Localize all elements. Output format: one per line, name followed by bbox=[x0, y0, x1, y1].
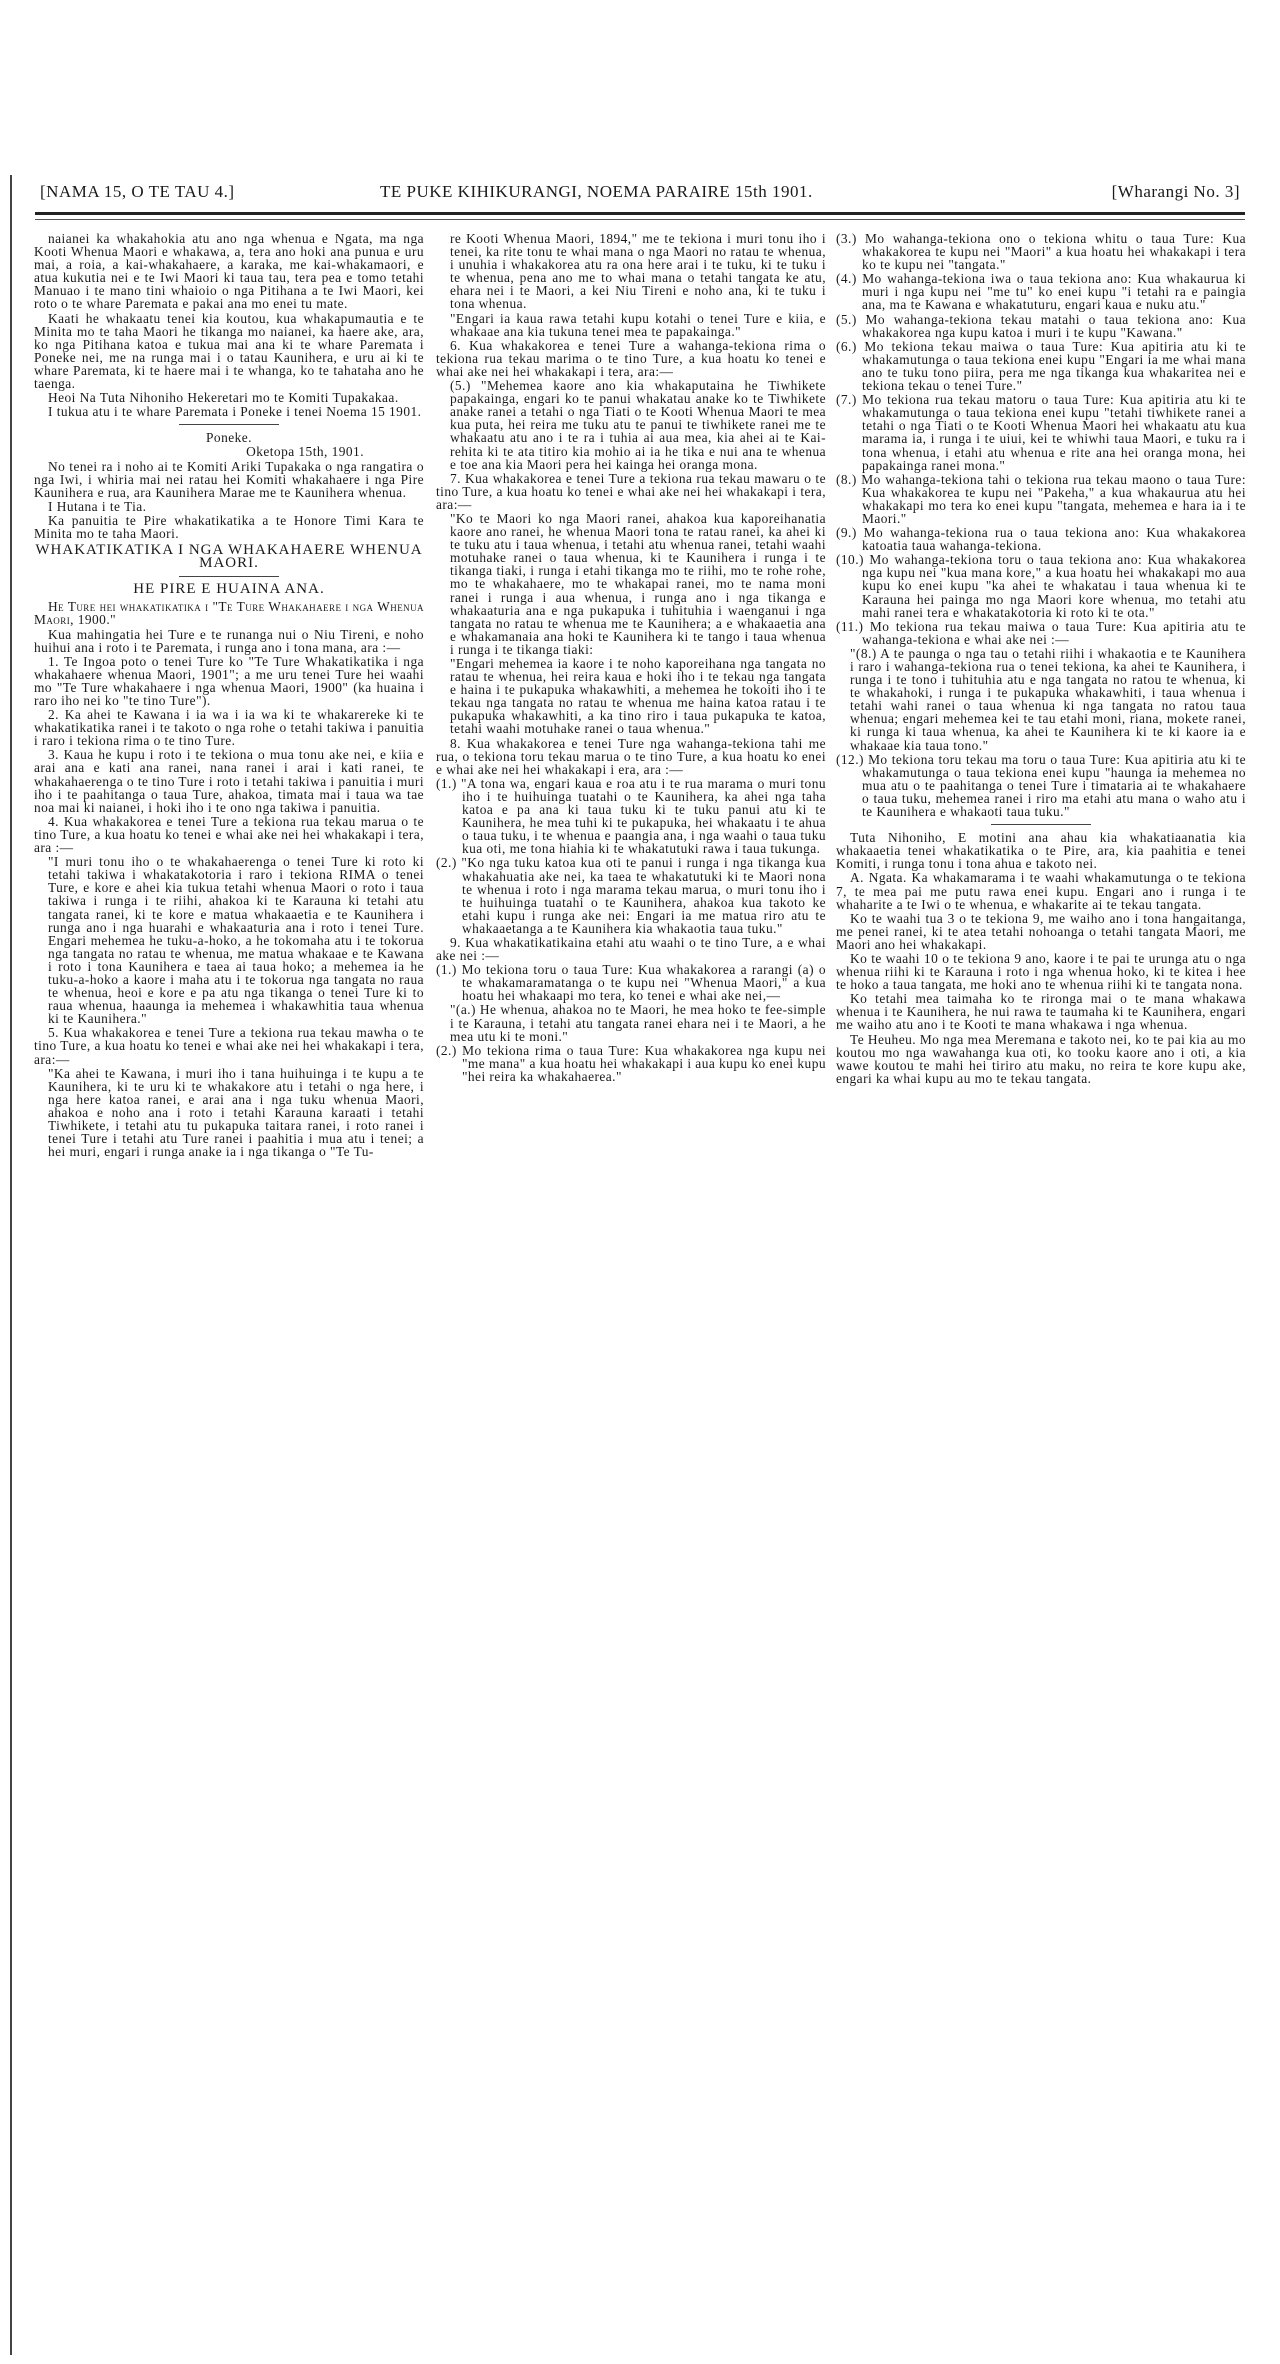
article-paragraph: 5. Kua whakakorea e tenei Ture a tekiona rua tekau mawha o te tino Ture, a kua hoatu ko tenei e whai ake nei hei whakakapi i tera, ara:— bbox=[34, 1025, 424, 1067]
article-paragraph: (5.) "Mehemea kaore ano kia whakaputaina he Tiwhikete papakainga, engari ko te panui whakatau anake ko te Tiwhikete anake ranei a tetahi o nga Tiati o te Kooti Whenua Maori te mea kua puta, hei reira me tuku atu te panui te tiwhikete ranei me te whakaatu atu ano i te ra i tuhia ai aua mea, kia ahei ai te Kai-rehita ki te ata titiro kia mohio ai ia he tika e nui ana te whenua e toe ana kia Maori pera hei kainga hei oranga mona. bbox=[450, 378, 826, 472]
column-2 bbox=[436, 232, 826, 1084]
article-paragraph: Ko te waahi tua 3 o te tekiona 9, me waiho ano i tona hangaitanga, me penei ranei, ki te atea tetahi nohoanga o tetahi tangata Maori, me Maori ano hei whakakapi. bbox=[836, 910, 1246, 952]
article-paragraph: Kaati he whakaatu tenei kia koutou, kua whakapumautia e te Minita mo te taha Maori he tikanga mo naianei, ka haere ake, ara, ko nga Pitihana katoa e tukua mai ana ki te whare Paremata i Poneke nei, me na runga mai i o tatau Kaunihera, e uru ai ki te whare Paremata, ki te haere mai i te whanga, ko te tahataha ano he taenga. bbox=[34, 310, 424, 392]
article-paragraph: (1.) "A tona wa, engari kaua e roa atu i te rua marama o muri tonu iho i te huihuinga tuatahi o te Kaunihera, ka ahei nga taha katoa e pa ana ki taua tuku ki te tuku panui atu ki te Kaunihera, he mea tuhi ki te pukapuka, hei whakaatu i te ahua o taua tuku, i te whenua e paangia ana, i nga waahi o taua tuku kua oti, me tona hiahia ki te whakatutuki rawa i taua tukunga. bbox=[436, 775, 826, 857]
article-paragraph: I tukua atu i te whare Paremata i Poneke i tenei Noema 15 1901. bbox=[48, 404, 422, 420]
article-paragraph: Ka panuitia te Pire whakatikatika a te Honore Timi Kara te Minita mo te taha Maori. bbox=[34, 512, 424, 541]
column-3 bbox=[836, 232, 1246, 1086]
article-paragraph: He Ture hei whakatikatika i "Te Ture Whakahaere i nga Whenua Maori, 1900." bbox=[34, 599, 424, 628]
article-paragraph: Te Heuheu. Mo nga mea Meremana e takoto nei, ko te pai kia au mo koutou mo nga wawahanga kua oti, ko tooku kaore ano i oti, a kia wawe koutou te mahi hei tiriro atu maku, no reira te kore kupu ake, engari ka whai kupu au mo te tekau tangata. bbox=[836, 1031, 1246, 1086]
page-number: [Wharangi No. 3] bbox=[1111, 182, 1240, 201]
article-paragraph: (12.) Mo tekiona toru tekau ma toru o taua Ture: Kua apitiria atu ki te whakamutunga o taua tekiona enei kupu "haunga ia mehemea no mua atu o te paahitanga o tenei Ture i timataria ai te whakahaere o taua tuku, mehemea ranei i riro ma etahi atu mana o waho atu i te Kaunihera e whakaoti taua tuku." bbox=[836, 751, 1246, 820]
article-paragraph: 6. Kua whakakorea e tenei Ture a wahanga-tekiona rima o tekiona rua tekau marima o te tino Ture, a kua hoatu ko tenei e whai ake nei hei whakakapi i tera, ara:— bbox=[436, 337, 826, 379]
article-paragraph: 9. Kua whakatikatikaina etahi atu waahi o te tino Ture, a e whai ake nei :— bbox=[436, 934, 826, 964]
article-paragraph: "Engari mehemea ia kaore i te noho kaporeihana nga tangata no ratau te whenua, hei reira kaua e hoki iho i te tekau nga tangata e haina i te pukapuka whakawhiti, a mehemea he tokoiti iho i te tekau nga tangata no ratau te whenua me haina katoa ratau i te pukapuka whakawhiti, a ka tino riro i taua pukapuka te katoa, tetahi waahi motuhake ranei o taua whenua." bbox=[450, 656, 826, 737]
article-paragraph: "(a.) He whenua, ahakoa no te Maori, he mea hoko te fee-simple i te Karauna, i tetahi atu tangata ranei ehara nei i te Maori, a he mea utu ki te moni." bbox=[450, 1002, 826, 1044]
article-paragraph: 1. Te Ingoa poto o tenei Ture ko "Te Ture Whakatikatika i nga whakahaere whenua Maori, 1901"; a me uru tenei Ture hei waahi mo "Te Ture whakahaere i nga whenua Maori, 1900" (ka huaina i raro iho nei ko "te tino Ture"). bbox=[34, 653, 424, 708]
article-paragraph: (9.) Mo wahanga-tekiona rua o taua tekiona ano: Kua whakakorea katoatia taua wahanga-tekiona. bbox=[836, 525, 1246, 554]
article-paragraph: Tuta Nihoniho, E motini ana ahau kia whakatiaanatia kia whakaaetia tenei whakatikatika o te Pire, ara, kia paahitia e tenei Komiti, i runga tonu i tona ahua e takoto nei. bbox=[836, 830, 1246, 872]
article-paragraph: (7.) Mo tekiona rua tekau matoru o taua Ture: Kua apitiria atu ki te whakamutunga o taua tekiona enei kupu "tetahi tiwhikete ranei a tetahi o nga Tiati o te Kooti Whenua Maori hei whakaatu atu kua marama ia, i runga i te uiui, kei te whiwhi taua Maori, e tuku ra i tona whenua, i etahi atu whenua e rite ana hei oranga mona, hei papakainga ranei mona." bbox=[836, 392, 1246, 473]
article-paragraph: naianei ka whakahokia atu ano nga whenua e Ngata, ma nga Kooti Whenua Maori e whakawa, a, tera ano hoki ana punua e uru mai, a roia, a kai-whakahaere, a karaka, me kai-whakamaori, e atua kukutia nei e te Iwi Maori ki taua tau, tera pea e tomo tetahi Manuao i te mano tini whaioio o nga Pitihana a te Iwi Maori, kei roto o te whare Paremata e pakai ana mo enei tu mate. bbox=[34, 231, 424, 312]
article-paragraph: 2. Ka ahei te Kawana i ia wa i ia wa ki te whakarereke ki te whakatikatika ranei i te takoto o nga rohe o tetahi takiwa i panuitia i raro i tekiona rima o te tino Ture. bbox=[34, 707, 424, 749]
article-paragraph: "Ka ahei te Kawana, i muri iho i tana huihuinga i te kupu a te Kaunihera, ki te uru ki te whakakore atu i tetahi o nga here, i nga here katoa ranei, e arai ana i nga tuku whenua Maori, ahakoa e noho ana i roto i tetahi Karauna karaati i tetahi Tiwhikete, i tetahi atu tu pukapuka taitara ranei, i roto ranei i tenei Ture i tetahi atu Ture ranei i paahitia i mua atu i tenei; a hei muri, engari i runga anake ia i nga tikanga o "Te Tu- bbox=[48, 1065, 424, 1160]
article-paragraph: (8.) Mo wahanga-tekiona tahi o tekiona rua tekau maono o taua Ture: Kua whakakorea te kupu nei "Pakeha," a kua whakaurua atu hei whakakapi mo tera ko enei kupu "tangata, mehemea e hara ia i te Maori." bbox=[836, 471, 1246, 526]
article-paragraph: (1.) Mo tekiona toru o taua Ture: Kua whakakorea a rarangi (a) o te whakamaramatanga o te kupu nei "Whenua Maori," a kua hoatu hei whakaapi mo tera, ko tenei e whai ake nei,— bbox=[436, 962, 826, 1004]
article-paragraph: Poneke. bbox=[206, 430, 252, 446]
article-paragraph: (3.) Mo wahanga-tekiona ono o tekiona whitu o taua Ture: Kua whakakorea te kupu nei "Maori" a kua hoatu hei whakakapi i tera ko te kupu nei "tangata." bbox=[836, 231, 1246, 273]
article-paragraph: re Kooti Whenua Maori, 1894," me te tekiona i muri tonu iho i tenei, ka rite tonu te whai mana o nga Maori no ratau te whenua, i unuhia i whakakorea atu ra ona here arai i te tuku, ki te tuku i te whenua, pena ano me to whai mana o tetahi tangata ke atu, ehara nei i te Maori, a kei Niu Tireni e noho ana, ki te tuku i tona whenua. bbox=[450, 231, 826, 312]
article-paragraph: Ko tetahi mea taimaha ko te rironga mai o te mana whakawa whenua i te Kaunihera, he nui rawa te taumaha ki te Kaunihera, engari me waiho atu ano i te Kooti te mana whakawa i nga whenua. bbox=[836, 991, 1246, 1033]
article-paragraph: A. Ngata. Ka whakamarama i te waahi whakamutunga o te tekiona 7, te mea pai me putu rawa enei kupu. Engari ano i runga i te whaharite a te Iwi o te whenua, e whakarite ai te tekau tangata. bbox=[836, 870, 1246, 912]
article-paragraph: Ko te waahi 10 o te tekiona 9 ano, kaore i te pai te urunga atu o nga whenua riihi ki te Karauna i roto i nga whenua hoko, ki te kitea i hee te hoko a taua tangata, me hoki ano te whenua riihi ki te tangata nona. bbox=[836, 950, 1246, 993]
article-paragraph: (2.) "Ko nga tuku katoa kua oti te panui i runga i nga tikanga kua whakahuatia ake nei, ka taea te whakatutuki ki te Maori nona te whenua i roto i nga marama tekau marua, o muri tonu iho i te huihuinga tuatahi o te Kaunihera, ahakoa kua takoto ke etahi kupu i runga ake nei: Engari ia me matua riro atu te whakaaetanga a te Kaunihera kia whakaotia taua tuku." bbox=[436, 855, 826, 936]
article-paragraph: Kua mahingatia hei Ture e te runanga nui o Niu Tireni, e noho huihui ana i roto i te Paremata, i runga ano i tona mana, ara :— bbox=[34, 626, 424, 655]
article-paragraph: (2.) Mo tekiona rima o taua Ture: Kua whakakorea nga kupu nei "me mana" a kua hoatu hei whakakapi i aua kupu ko enei kupu "hei reira ka whakahaerea." bbox=[436, 1042, 826, 1084]
article-paragraph: "I muri tonu iho o te whakahaerenga o tenei Ture ki roto ki tetahi takiwa i whakatakotoria i raro i tekiona RIMA o tenei Ture, e kore e ahei kia tukua tetahi whenua Maori o roto i taua takiwa i runga i te riihi, ahakoa ki te Karauna ki tetahi atu tangata ranei, ki te kore e matua whakaaetia e te Kaunihera i runga ano i nga huarahi e whakaaturia ana i roto i tenei Ture. Engari mehemea he tuku-a-hoko, a he tokomaha atu i te tokorua nga tangata no ratau te whenua, me matua whakaae e te Kawana i roto i tona Kaunihera e taea ai taua hoko; a mehemea ia he tuku-a-hoko a kaore i maha atu i te tokorua nga tangata no raua te whenua, heoi e kore e pa atu nga tikanga o tenei Ture ki to raua whenua, haaunga ia mehemea i whakawhitia taua whenua ki te Kaunihera." bbox=[48, 854, 424, 1027]
article-paragraph: (6.) Mo tekiona tekau maiwa o taua Ture: Kua apitiria atu ki te whakamutunga o taua tekiona enei kupu "Engari ia me whai mana ano te tuku tono piira, pera me nga tikanga kua whakaritea nei e tekiona tekau o tenei Ture." bbox=[836, 338, 1246, 394]
article-paragraph: 8. Kua whakakorea e tenei Ture nga wahanga-tekiona tahi me rua, o tekiona toru tekau marua o te tino Ture, a kua hoatu ko enei e whai ake nei hei whakakapi i era, ara :— bbox=[436, 735, 826, 777]
page-edge-line bbox=[10, 175, 12, 2355]
article-paragraph: 7. Kua whakakorea e tenei Ture a tekiona rua tekau mawaru o te tino Ture, a kua hoatu ko tenei e whai ake nei hei whakakapi i tera, ara:— bbox=[436, 470, 826, 512]
newspaper-title: TE PUKE KIHIKURANGI, NOEMA PARAIRE 15th 1901. bbox=[380, 182, 813, 201]
article-paragraph: I Hutana i te Tia. bbox=[48, 498, 147, 514]
section-divider bbox=[991, 824, 1091, 825]
article-paragraph: 3. Kaua he kupu i roto i te tekiona o mua tonu ake nei, e kiia e arai ana e kati ana ranei, nana ranei i arai i kati ranei, te whakahaerenga o te tino Ture i roto i tetahi takiwa i panuitia i muri iho i te paahitanga o taua Ture, ahakoa, timata mai i taua wa tae noa mai ki naianei, i hoki iho i te ono nga takiwa i panuitia. bbox=[34, 747, 424, 815]
column-1 bbox=[34, 232, 424, 1159]
page-header bbox=[40, 182, 1240, 208]
section-heading: HE PIRE E HUAINA ANA. bbox=[133, 581, 325, 598]
section-divider bbox=[179, 424, 279, 425]
article-paragraph: No tenei ra i noho ai te Komiti Ariki Tupakaka o nga rangatira o nga Iwi, i whiria mai nei ratau hei Komiti whakahaere i nga Pire Kaunihera e rua, ara Kaunihera Marae me te Kaunihera whenua. bbox=[34, 458, 424, 500]
article-paragraph: "(8.) A te paunga o nga tau o tetahi riihi i whakaotia e te Kaunihera i raro i wahanga-tekiona rua o tenei tekiona, ka ahei te Kaunihera, i runga i te tono i tuhituhia atu e nga tangata no ratou te whenua, ki te whakahoki, i runga i te pukapuka whakawhiti, i taua whenua i tetahi wahi ranei o taua whenua ki nga tangata no ratou taua whenua; engari mehemea kei te tau etahi moni, riana, mokete ranei, ki runga ki taua whenua, ka ahei te Kaunihera ki te ki kaore ia e whakaae kia taua tono." bbox=[850, 645, 1246, 753]
article-paragraph: "Ko te Maori ko nga Maori ranei, ahakoa kua kaporeihanatia kaore ano ranei, he whenua Maori tona te ratau ranei, ka ahei ki te tuku atu i taua whenua, i tetahi atu whenua ranei, tetahi waahi motuhake ranei o taua whenua, ki te Kaunihera i runga i te tikanga tiaki, i runga i etahi tikanga mo te riihi, mo te rohe rohe, mo te whakahaere, mo te whakapai ranei, mo te nama moni ranei i runga i aua whenua, i runga ano i nga tikanga e whakaaturia ana e nga pukapuka i tuhituhia i waenganui i nga tangata no ratau te whenua me te Kaunihera; a e whakaaetia ana e whakamanaia ana hoki te Kaunihera ki te tango i taua whenua i runga i te tikanga tiaki: bbox=[450, 510, 826, 657]
header-rule-thin bbox=[35, 219, 1245, 220]
section-divider bbox=[179, 576, 279, 577]
article-paragraph: (5.) Mo wahanga-tekiona tekau matahi o taua tekiona ano: Kua whakakorea nga kupu katoa i muri i te kupu "Kawana." bbox=[836, 311, 1246, 340]
header-rule-thick bbox=[35, 212, 1245, 215]
article-paragraph: (4.) Mo wahanga-tekiona iwa o taua tekiona ano: Kua whakaurua ki muri i nga kupu nei "me tu" ko enei kupu "i tetahi ra e paingia ana, ma te Kawana e whakatuturu, engari kaua e nuku atu." bbox=[836, 271, 1246, 313]
article-paragraph: 4. Kua whakakorea e tenei Ture a tekiona rua tekau marua o te tino Ture, a kua hoatu ko tenei e whai ake nei hei whakakapi i tera, ara :— bbox=[34, 813, 424, 856]
section-heading: WHAKATIKATIKA I NGA WHAKAHAERE WHENUA MAORI. bbox=[35, 542, 423, 572]
article-paragraph: (11.) Mo tekiona rua tekau maiwa o taua Ture: Kua apitiria atu te wahanga-tekiona e whai ake nei :— bbox=[836, 618, 1246, 647]
issue-number: [NAMA 15, O TE TAU 4.] bbox=[40, 182, 235, 201]
article-paragraph: Heoi Na Tuta Nihoniho Hekeretari mo te Komiti Tupakakaa. bbox=[48, 390, 399, 406]
article-paragraph: Oketopa 15th, 1901. bbox=[246, 444, 364, 460]
article-paragraph: (10.) Mo wahanga-tekiona toru o taua tekiona ano: Kua whakakorea nga kupu nei "kua mana kore," a kua hoatu hei whakakapi mo aua kupu ko enei kupu "ka ahei te whakatau i taua whenua ki te Karauna hei painga mo nga Maori kore whenua, mo tetahi atu mahi ranei tera e whakatakotoria ki roto ki te ota." bbox=[836, 552, 1246, 620]
article-paragraph: "Engari ia kaua rawa tetahi kupu kotahi o tenei Ture e kiia, e whakaae ana kia tukuna tenei mea te papakainga." bbox=[450, 310, 826, 339]
